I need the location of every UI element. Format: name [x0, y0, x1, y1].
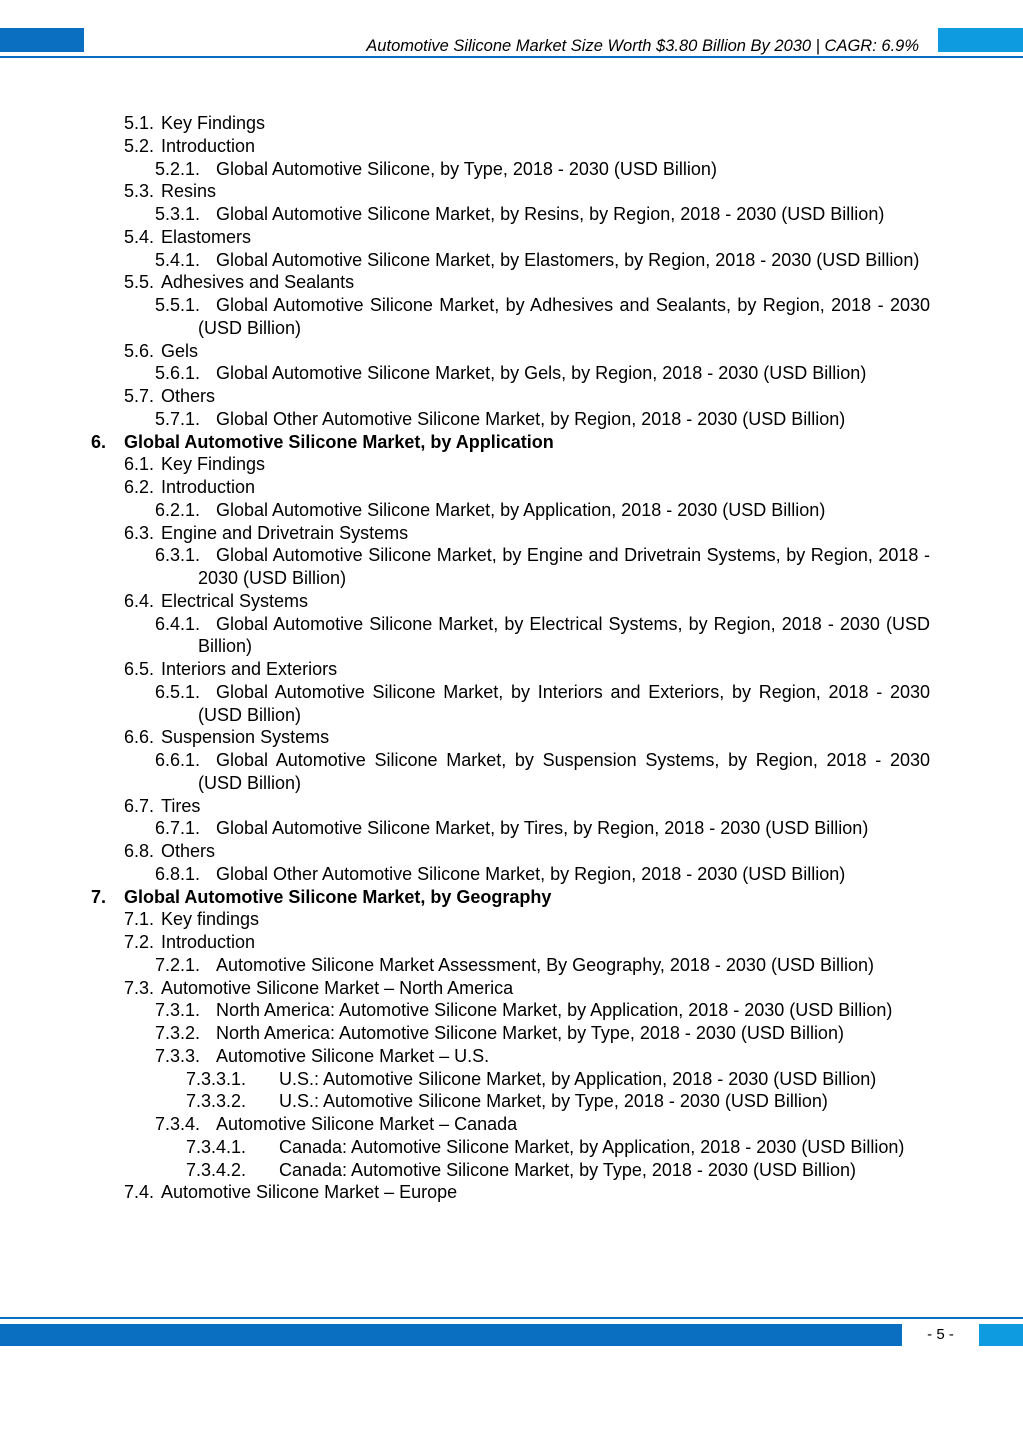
toc-entry-title: Global Automotive Silicone Market, by Gels, by Region, 2018 - 2030 (USD Billion) — [216, 363, 867, 384]
toc-entry-title: Elastomers — [161, 226, 252, 247]
toc-entry — [0, 681, 1023, 727]
toc-entry-number: 7.3.3. — [155, 1045, 201, 1066]
toc-entry-number: 6.5.1. — [155, 681, 201, 702]
toc-entry-number: 6.8.1. — [155, 863, 201, 884]
toc-entry — [0, 999, 1023, 1022]
toc-entry — [0, 362, 1023, 385]
toc-entry-title: Global Automotive Silicone Market, by Suspension Systems, by Region, 2018 - 2030 (USD Billion) — [198, 750, 930, 793]
toc-entry-title: Automotive Silicone Market – Europe — [161, 1182, 458, 1203]
toc-entry — [0, 1136, 1023, 1159]
toc-entry-title: Tires — [161, 795, 201, 816]
toc-entry — [0, 340, 1023, 363]
toc-entry-title: North America: Automotive Silicone Market, by Application, 2018 - 2030 (USD Billion) — [216, 1000, 893, 1021]
toc-entry-title: Engine and Drivetrain Systems — [161, 522, 409, 543]
toc-entry-number: 5.4. — [124, 226, 155, 247]
toc-entry-number: 5.7.1. — [155, 408, 201, 429]
toc-entry-number: 5.4.1. — [155, 249, 201, 270]
header-rule — [0, 56, 1023, 58]
toc-entry-number: 7.2. — [124, 932, 155, 952]
toc-entry — [0, 908, 1023, 931]
toc-entry-title: Global Automotive Silicone, by Type, 2018 - 2030 (USD Billion) — [216, 158, 717, 179]
toc-entry-number: 7.3.1. — [155, 1000, 201, 1021]
toc-entry-number: 6.1. — [124, 454, 155, 475]
toc-entry-title: Global Automotive Silicone Market, by Adhesives and Sealants, by Region, 2018 - 2030 (USD Billion) — [198, 295, 930, 338]
toc-entry-number: 6.3.1. — [155, 545, 201, 566]
toc-entry — [0, 544, 1023, 590]
toc-entry-title: Global Automotive Silicone Market, by Application, 2018 - 2030 (USD Billion) — [216, 499, 826, 520]
footer-rule — [0, 1317, 1023, 1319]
toc-entry-number: 5.2.1. — [155, 158, 201, 179]
toc-entry-number: 5.2. — [124, 135, 155, 156]
toc-entry-number: 7.3.4. — [155, 1114, 201, 1134]
toc-entry — [0, 1090, 1023, 1113]
toc-entry-number: 5.6. — [124, 340, 155, 361]
toc-entry-number: 6.6. — [124, 727, 155, 748]
table-of-contents — [0, 112, 1023, 1204]
toc-entry-title: Gels — [161, 340, 199, 361]
toc-entry-title: Global Automotive Silicone Market, by Engine and Drivetrain Systems, by Region, 2018 - 2030 (USD Billion) — [198, 545, 930, 588]
toc-entry-title: Automotive Silicone Market – North America — [161, 977, 514, 998]
toc-entry — [0, 499, 1023, 522]
toc-entry — [0, 1045, 1023, 1068]
toc-entry-title: Key Findings — [161, 113, 266, 133]
toc-entry-number: 6.6.1. — [155, 750, 201, 770]
toc-entry-title: U.S.: Automotive Silicone Market, by Type, 2018 - 2030 (USD Billion) — [279, 1091, 828, 1112]
toc-entry-number: 7. — [91, 886, 107, 907]
toc-entry-number: 6.2.1. — [155, 499, 201, 520]
toc-entry-title: Global Automotive Silicone Market, by Tires, by Region, 2018 - 2030 (USD Billion) — [216, 818, 869, 839]
toc-entry-title: Automotive Silicone Market Assessment, By Geography, 2018 - 2030 (USD Billion) — [216, 954, 874, 975]
footer-bar — [0, 1324, 902, 1346]
toc-entry-number: 5.6.1. — [155, 363, 201, 384]
toc-entry-title: U.S.: Automotive Silicone Market, by Application, 2018 - 2030 (USD Billion) — [279, 1068, 877, 1089]
toc-entry-number: 7.3. — [124, 977, 155, 998]
toc-entry — [0, 931, 1023, 954]
toc-entry-number: 6.4. — [124, 590, 155, 611]
toc-entry-number: 5.3.1. — [155, 204, 201, 224]
toc-entry — [0, 1113, 1023, 1136]
toc-entry — [0, 863, 1023, 886]
toc-entry — [0, 522, 1023, 545]
toc-entry-number: 5.1. — [124, 113, 155, 133]
toc-entry-number: 5.3. — [124, 181, 155, 202]
toc-entry-title: Others — [161, 386, 216, 406]
toc-entry-number: 5.7. — [124, 386, 155, 406]
toc-entry — [0, 1022, 1023, 1045]
toc-entry-number: 7.3.4.2. — [186, 1159, 247, 1180]
header-right-bar — [938, 28, 1023, 52]
toc-chapter — [0, 886, 1023, 909]
toc-entry-title: Introduction — [161, 932, 256, 952]
toc-entry — [0, 453, 1023, 476]
toc-entry-title: Interiors and Exteriors — [161, 659, 338, 679]
toc-entry-title: Global Automotive Silicone Market, by Elastomers, by Region, 2018 - 2030 (USD Billion) — [216, 249, 920, 270]
toc-entry-title: Key findings — [161, 909, 260, 930]
toc-entry-number: 7.3.4.1. — [186, 1136, 247, 1157]
toc-entry-number: 7.1. — [124, 909, 155, 930]
toc-entry — [0, 135, 1023, 158]
header-title: Automotive Silicone Market Size Worth $3.80 Billion By 2030 | CAGR: 6.9% — [366, 37, 919, 55]
toc-entry — [0, 385, 1023, 408]
page-number: - 5 - — [927, 1326, 954, 1343]
toc-entry-number: 6.7.1. — [155, 818, 201, 839]
toc-entry-number: 6.7. — [124, 795, 155, 816]
toc-entry — [0, 726, 1023, 749]
toc-entry-title: Electrical Systems — [161, 590, 309, 611]
toc-entry — [0, 749, 1023, 795]
toc-entry — [0, 112, 1023, 135]
toc-entry-number: 7.3.3.1. — [186, 1068, 247, 1089]
toc-entry-title: Others — [161, 841, 216, 861]
toc-entry — [0, 658, 1023, 681]
toc-entry-title: Automotive Silicone Market – U.S. — [216, 1045, 490, 1066]
toc-entry — [0, 1068, 1023, 1091]
toc-entry-title: Suspension Systems — [161, 727, 330, 748]
toc-entry — [0, 795, 1023, 818]
toc-entry-title: Global Automotive Silicone Market, by Interiors and Exteriors, by Region, 2018 - 2030 (USD Billion) — [198, 681, 930, 725]
toc-entry — [0, 158, 1023, 181]
toc-entry — [0, 249, 1023, 272]
toc-entry-title: Global Automotive Silicone Market, by Application — [124, 431, 554, 452]
toc-entry-number: 5.5.1. — [155, 295, 201, 315]
toc-entry-title: Global Automotive Silicone Market, by Electrical Systems, by Region, 2018 - 2030 (USD Billion) — [198, 613, 930, 657]
toc-entry — [0, 1159, 1023, 1182]
toc-entry-number: 7.3.3.2. — [186, 1091, 247, 1112]
toc-entry — [0, 271, 1023, 294]
toc-entry-title: Canada: Automotive Silicone Market, by Application, 2018 - 2030 (USD Billion) — [279, 1136, 905, 1157]
toc-entry-title: Global Other Automotive Silicone Market, by Region, 2018 - 2030 (USD Billion) — [216, 863, 846, 884]
toc-entry-number: 6.2. — [124, 477, 155, 497]
toc-entry-title: Adhesives and Sealants — [161, 272, 355, 293]
toc-entry-number: 6. — [91, 431, 107, 452]
toc-entry — [0, 476, 1023, 499]
toc-entry — [0, 226, 1023, 249]
toc-entry — [0, 1181, 1023, 1204]
toc-entry — [0, 203, 1023, 226]
toc-entry-title: Automotive Silicone Market – Canada — [216, 1114, 518, 1134]
toc-entry-title: North America: Automotive Silicone Market, by Type, 2018 - 2030 (USD Billion) — [216, 1023, 844, 1043]
toc-entry-number: 7.3.2. — [155, 1023, 201, 1043]
toc-entry — [0, 840, 1023, 863]
toc-entry-title: Introduction — [161, 477, 256, 497]
toc-entry-title: Global Automotive Silicone Market, by Geography — [124, 886, 552, 907]
toc-entry — [0, 408, 1023, 431]
toc-entry-title: Resins — [161, 181, 217, 202]
toc-entry — [0, 977, 1023, 1000]
toc-entry-number: 5.5. — [124, 272, 155, 293]
toc-entry-number: 6.4.1. — [155, 613, 201, 634]
toc-entry-title: Key Findings — [161, 454, 266, 475]
toc-entry — [0, 294, 1023, 340]
header-left-bar — [0, 28, 84, 52]
toc-entry-title: Global Automotive Silicone Market, by Resins, by Region, 2018 - 2030 (USD Billion) — [216, 204, 885, 224]
toc-entry-number: 6.8. — [124, 841, 155, 861]
toc-entry-title: Canada: Automotive Silicone Market, by Type, 2018 - 2030 (USD Billion) — [279, 1159, 856, 1180]
toc-entry-title: Global Other Automotive Silicone Market, by Region, 2018 - 2030 (USD Billion) — [216, 408, 846, 429]
toc-entry-number: 7.4. — [124, 1182, 155, 1203]
toc-entry — [0, 954, 1023, 977]
toc-entry-number: 6.5. — [124, 659, 155, 679]
toc-entry-number: 6.3. — [124, 522, 155, 543]
toc-entry — [0, 817, 1023, 840]
toc-entry-title: Introduction — [161, 135, 256, 156]
footer-right-bar — [979, 1324, 1023, 1346]
toc-entry-number: 7.2.1. — [155, 954, 201, 975]
toc-entry — [0, 613, 1023, 659]
toc-entry — [0, 180, 1023, 203]
toc-entry — [0, 590, 1023, 613]
toc-chapter — [0, 431, 1023, 454]
